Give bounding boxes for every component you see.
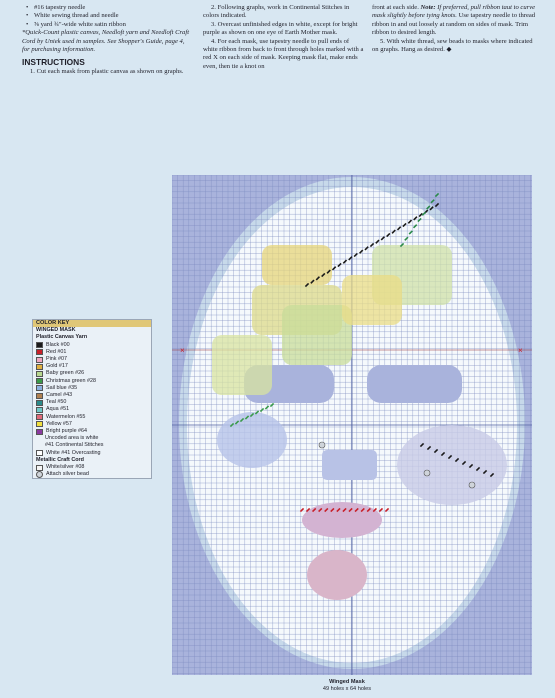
color-key-item: Red #01 <box>33 349 151 356</box>
color-key-item: Sail blue #35 <box>33 385 151 392</box>
color-swatch <box>36 371 43 377</box>
material-item: • White sewing thread and needle <box>22 12 190 20</box>
color-swatch <box>36 357 43 363</box>
color-swatch <box>36 421 43 427</box>
color-key-item: Aqua #51 <box>33 406 151 413</box>
color-key <box>32 319 152 479</box>
bead-mark <box>424 470 430 476</box>
eye-opening <box>367 365 462 403</box>
material-item: • #16 tapestry needle <box>22 4 190 12</box>
material-item: • ⅝ yard ¾"-wide white satin ribbon <box>22 21 190 29</box>
note-label: Note: <box>420 4 436 11</box>
color-key-item: Pink #07 <box>33 356 151 363</box>
step-4: 4. For each mask, use tapestry needle to pull ends of white ribbon from back to front through holes marked with a red X on each side of mask. Keeping mask flat, make ends even, then tie a knot on <box>203 37 364 70</box>
winged-mask-chart <box>172 175 532 675</box>
color-swatch <box>36 349 43 355</box>
color-swatch <box>36 378 43 384</box>
color-key-title: COLOR KEY <box>33 320 151 327</box>
uncoded-note: Uncoded area is white <box>45 435 99 442</box>
color-key-item: Camel #43 <box>33 392 151 399</box>
color-key-item: Watermelon #55 <box>33 414 151 421</box>
chart-dimensions: 49 holes x 64 holes <box>322 686 372 692</box>
color-key-item: Teal #50 <box>33 399 151 406</box>
cord-heading: Metallic Craft Cord <box>36 456 84 463</box>
wing-area <box>342 275 402 325</box>
color-swatch <box>36 393 43 399</box>
wing-area <box>212 335 272 395</box>
lower-lip <box>307 550 367 600</box>
instructions-column-2 <box>203 4 365 71</box>
color-swatch <box>36 414 43 420</box>
continental-note: #41 Continental Stitches <box>45 442 104 449</box>
bead-mark <box>319 442 325 448</box>
left-cheek <box>217 412 287 468</box>
nose-area <box>322 450 377 480</box>
note-text: If preferred, pull ribbon taut to curve mask slightly before tying knots. <box>372 4 536 20</box>
right-cheek <box>397 425 507 505</box>
color-swatch <box>36 429 43 435</box>
color-swatch <box>36 385 43 391</box>
overcast-key-row: White #41 Overcasting <box>33 450 151 457</box>
chart-caption: Winged Mask <box>329 679 365 685</box>
color-swatch <box>36 364 43 370</box>
ribbon-mark-right: × <box>518 346 523 355</box>
color-swatch <box>36 407 43 413</box>
ribbon-mark-left: × <box>180 346 185 355</box>
color-key-item: Gold #17 <box>33 363 151 370</box>
instructions-column-3 <box>372 4 537 54</box>
color-key-item: Christmas green #28 <box>33 378 151 385</box>
note-after: Use tapestry needle to thread ribbon in and out loosely at random on sides of mask. Trim ribbon to desired length. <box>372 12 536 37</box>
bead-key-row: Attach silver bead <box>33 471 151 478</box>
step-2: 2. Following graphs, work in Continental Stitches in colors indicated. <box>203 4 350 20</box>
color-key-item: Black #00 <box>33 342 151 349</box>
bead-icon <box>36 471 43 478</box>
step-3: 3. Overcast unfinished edges in white, except for bright purple as shown on one eye of Earth Mother mask. <box>203 20 358 37</box>
color-key-item: Bright purple #64 <box>33 428 151 435</box>
cord-swatch <box>36 465 43 471</box>
end-mark: ◆ <box>446 46 452 54</box>
color-key-item: Yellow #57 <box>33 421 151 428</box>
cord-key-row: White/silver #08 <box>33 464 151 471</box>
color-swatch <box>36 400 43 406</box>
color-key-items <box>33 342 151 436</box>
color-key-subtitle: WINGED MASK <box>36 327 76 334</box>
yarn-heading: Plastic Canvas Yarn <box>36 334 88 341</box>
step-4-continued: front at each side. Note: If preferred, pull ribbon taut to curve mask slightly before tying knots. Use tapestry needle to thread ribbon in and out loosely at random on sides of mask. Trim ribbon to desired length. <box>372 4 536 37</box>
wing-area <box>282 305 352 365</box>
instructions-heading: INSTRUCTIONS <box>22 57 85 68</box>
bead-mark <box>469 482 475 488</box>
overcast-swatch <box>36 450 43 456</box>
step-5: 5. With white thread, sew beads to masks where indicated on graphs. Hang as desired. ◆ <box>372 37 533 54</box>
color-key-item: Baby green #26 <box>33 370 151 377</box>
materials-note: *Quick-Count plastic canvas, Needloft yarn and Needloft Craft Cord by Uniek used in samples. See Shopper's Guide, page 4, for purchasing information. <box>22 29 190 54</box>
step-1: 1. Cut each mask from plastic canvas as shown on graphs. <box>30 68 184 76</box>
materials-column <box>22 4 190 77</box>
wing-area <box>262 245 332 285</box>
color-swatch <box>36 342 43 348</box>
upper-lip <box>302 502 382 538</box>
